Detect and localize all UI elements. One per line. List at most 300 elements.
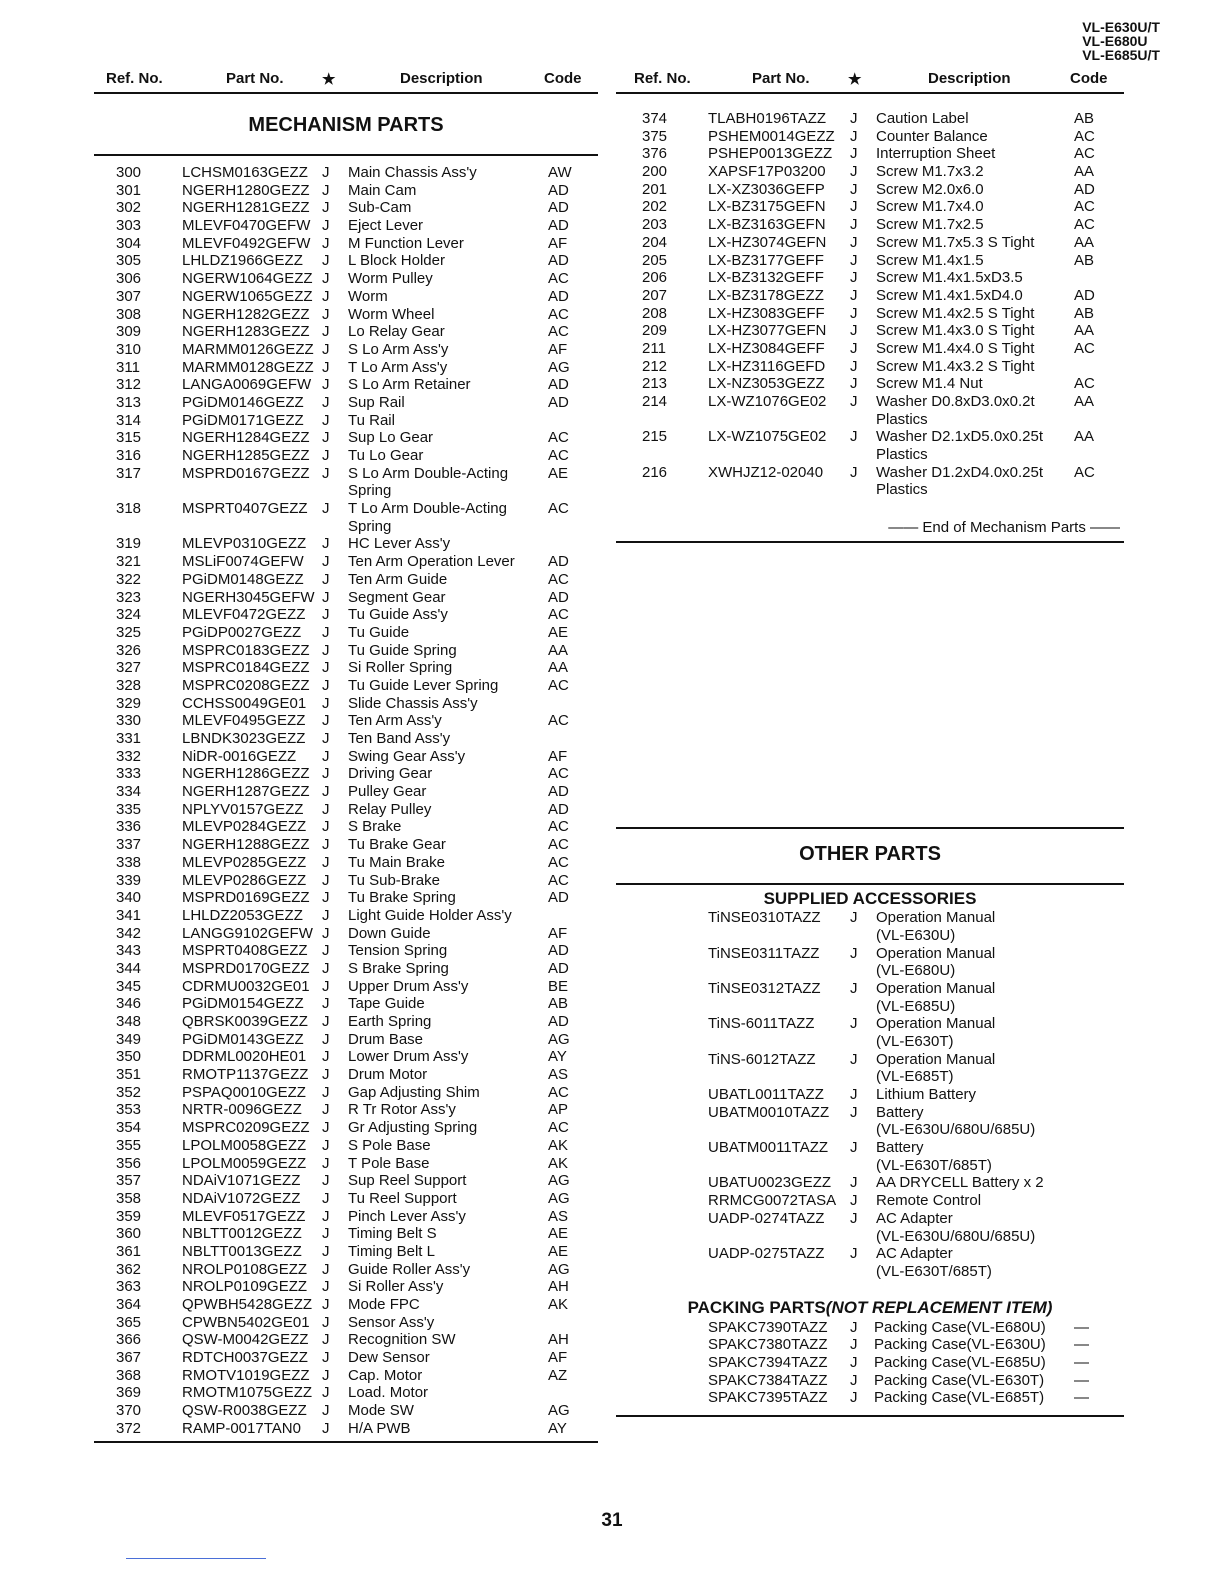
description: Si Roller Spring (348, 659, 453, 677)
part-no: PSHEM0014GEZZ (708, 127, 835, 145)
description: Light Guide Holder Ass'y (348, 906, 512, 924)
column-header (94, 68, 598, 94)
description: Ten Arm Guide (348, 570, 448, 588)
part-row (616, 1157, 1124, 1175)
part-mark: J (322, 323, 330, 341)
description: Eject Lever (348, 217, 424, 235)
part-row (94, 1155, 598, 1173)
code: AC (548, 712, 569, 730)
left-column (94, 68, 598, 1443)
description: Relay Pulley (348, 800, 432, 818)
code: AE (548, 623, 569, 641)
part-row (616, 1263, 1124, 1281)
description: Caution Label (876, 110, 969, 127)
description: Plastics (876, 410, 928, 428)
part-row (616, 481, 1124, 499)
ref-no: 369 (116, 1384, 142, 1402)
part-no: NGERH1282GEZZ (182, 305, 310, 323)
part-no: MLEVP0310GEZZ (182, 535, 307, 553)
ref-no: 335 (116, 800, 142, 818)
part-mark: J (850, 1353, 858, 1371)
code: AF (548, 340, 568, 358)
part-mark: J (322, 1013, 330, 1030)
description: Slide Chassis Ass'y (348, 694, 478, 712)
part-mark: J (322, 270, 330, 288)
part-mark: J (322, 1119, 330, 1137)
part-no: UADP-0274TAZZ (708, 1209, 825, 1227)
code: AA (548, 641, 569, 659)
description: Worm Wheel (348, 305, 435, 323)
part-row (94, 182, 598, 200)
part-mark: J (322, 464, 330, 482)
code: AD (1074, 286, 1095, 304)
code: AC (548, 676, 569, 694)
part-row (616, 962, 1124, 980)
code: AB (1074, 304, 1095, 322)
part-no: RRMCG0072TASA (708, 1192, 837, 1210)
part-row (94, 818, 598, 836)
description: Interruption Sheet (876, 145, 996, 163)
packing-parts-title (616, 1297, 1124, 1319)
description: Guide Roller Ass'y (348, 1260, 471, 1278)
description: Screw M1.4x3.2 S Tight (876, 357, 1035, 375)
description: Screw M2.0x6.0 (876, 180, 984, 198)
part-row (94, 1101, 598, 1119)
description: Screw M1.4x3.0 S Tight (876, 322, 1035, 340)
part-mark: J (850, 428, 858, 446)
description: Tape Guide (348, 995, 425, 1013)
part-no: TiNS-6011TAZZ (708, 1015, 815, 1033)
ref-no: 208 (642, 304, 668, 322)
part-mark: J (850, 979, 858, 997)
ref-no: 355 (116, 1136, 142, 1154)
part-no: MLEVF0470GEFW (182, 217, 311, 235)
code: AD (548, 889, 569, 907)
ref-no: 212 (642, 357, 668, 375)
ref-no: 204 (642, 233, 668, 251)
description: Screw M1.4x1.5 (876, 251, 984, 269)
part-row (94, 518, 598, 536)
part-no: NGERH1281GEZZ (182, 199, 310, 217)
part-mark: J (322, 995, 330, 1013)
ref-no: 326 (116, 641, 142, 659)
part-row (94, 801, 598, 819)
description: Ten Band Ass'y (348, 730, 451, 747)
part-row (94, 995, 598, 1013)
part-mark: J (850, 145, 858, 163)
code: AF (548, 924, 568, 942)
description: Tension Spring (348, 942, 448, 960)
part-mark: J (322, 1384, 330, 1402)
code: AF (548, 234, 568, 252)
part-no: MLEVP0286GEZZ (182, 871, 307, 889)
packing-title-note: (NOT REPLACEMENT ITEM) (825, 1297, 1053, 1317)
description: (VL-E630T/685T) (876, 1262, 992, 1280)
part-no: NBLTT0013GEZZ (182, 1242, 302, 1260)
part-row (94, 907, 598, 925)
part-no: NGERH1288GEZZ (182, 836, 310, 854)
part-no: LX-XZ3036GEFP (708, 180, 825, 198)
description: Tu Brake Gear (348, 836, 446, 854)
part-row (94, 376, 598, 394)
code: AC (1074, 463, 1095, 481)
ref-no: 306 (116, 270, 142, 288)
ref-no: 346 (116, 995, 142, 1013)
code: AG (548, 1189, 570, 1207)
description: Screw M1.4 Nut (876, 375, 983, 393)
code: AC (548, 1119, 569, 1137)
part-no: NiDR-0016GEZZ (182, 747, 297, 765)
part-no: LPOLM0059GEZZ (182, 1154, 307, 1172)
ref-no: 310 (116, 340, 142, 358)
part-no: MSPRD0167GEZZ (182, 464, 310, 482)
ref-no: 338 (116, 853, 142, 871)
ref-no: 342 (116, 924, 142, 942)
part-mark: J (322, 942, 330, 960)
part-mark: J (850, 1209, 858, 1227)
part-no: RMOTM1075GEZZ (182, 1384, 313, 1402)
code: AC (1074, 339, 1095, 357)
part-mark: J (322, 783, 330, 801)
part-mark: J (322, 217, 330, 235)
description: Upper Drum Ass'y (348, 977, 469, 995)
part-no: LX-WZ1076GE02 (708, 393, 827, 410)
part-no: LHLDZ1966GEZZ (182, 252, 303, 270)
description: Operation Manual (876, 909, 996, 927)
part-no: MSPRC0208GEZZ (182, 676, 310, 694)
part-row (616, 980, 1124, 998)
part-mark: J (850, 1245, 858, 1263)
description: Pinch Lever Ass'y (348, 1207, 466, 1225)
description: T Lo Arm Double-Acting (348, 500, 507, 518)
description: Spring (348, 482, 392, 500)
part-row (616, 998, 1124, 1016)
code: AS (548, 1207, 569, 1225)
code: AC (548, 429, 569, 447)
ref-no: 327 (116, 659, 142, 677)
description: Tu Main Brake (348, 853, 445, 871)
ref-no: 211 (642, 339, 666, 357)
part-no: NGERW1065GEZZ (182, 287, 313, 305)
part-row (94, 323, 598, 341)
part-mark: J (850, 909, 858, 927)
description: (VL-E680U) (876, 962, 956, 980)
ref-no: 372 (116, 1419, 142, 1437)
part-row (94, 1137, 598, 1155)
part-row (94, 659, 598, 677)
part-mark: J (322, 447, 330, 464)
part-mark: J (322, 553, 330, 571)
ref-no: 328 (116, 676, 142, 694)
part-row (94, 217, 598, 235)
code: AC (548, 305, 569, 323)
ref-no: 354 (116, 1119, 142, 1137)
description: Tu Guide Spring (348, 641, 457, 659)
description: Timing Belt S (348, 1225, 437, 1243)
part-mark: J (850, 1015, 858, 1033)
description: Swing Gear Ass'y (348, 747, 466, 765)
part-no: SPAKC7390TAZZ (708, 1318, 828, 1336)
part-row (94, 1420, 598, 1438)
ref-no: 201 (642, 180, 668, 198)
part-row (616, 446, 1124, 464)
part-no: PSHEP0013GEZZ (708, 145, 833, 163)
part-no: MLEVF0495GEZZ (182, 712, 306, 730)
part-no: LX-BZ3178GEZZ (708, 286, 824, 304)
part-mark: J (322, 1048, 330, 1066)
part-row (616, 287, 1124, 305)
code: AD (548, 942, 569, 960)
part-mark: J (850, 180, 858, 198)
part-row (616, 163, 1124, 181)
ref-no: 216 (642, 463, 668, 481)
part-row (616, 1174, 1124, 1192)
part-row (94, 1367, 598, 1385)
part-mark: J (322, 712, 330, 730)
part-row (616, 1086, 1124, 1104)
description: AC Adapter (876, 1209, 953, 1227)
code: AG (548, 1172, 570, 1190)
part-row (94, 306, 598, 324)
part-no: NRTR-0096GEZZ (182, 1101, 302, 1119)
description: (VL-E630U/680U/685U) (876, 1121, 1036, 1139)
ref-no: 202 (642, 198, 668, 216)
ref-no: 366 (116, 1331, 142, 1349)
part-mark: J (322, 924, 330, 942)
part-row (616, 1354, 1124, 1372)
header-desc: Description (928, 70, 1011, 87)
part-no: SPAKC7384TAZZ (708, 1371, 828, 1389)
code: AC (1074, 198, 1095, 216)
part-row (616, 198, 1124, 216)
part-row (94, 1225, 598, 1243)
right-column (616, 68, 1124, 1417)
part-row (616, 1372, 1124, 1390)
part-no: QBRSK0039GEZZ (182, 1013, 308, 1030)
code: AC (1074, 216, 1095, 234)
part-no: NPLYV0157GEZZ (182, 800, 304, 818)
part-no: MLEVF0472GEZZ (182, 606, 306, 624)
ref-no: 361 (116, 1242, 142, 1260)
part-mark: J (322, 588, 330, 606)
description: T Lo Arm Ass'y (348, 358, 448, 376)
description: S Brake (348, 818, 402, 836)
part-row (616, 358, 1124, 376)
description: Packing Case(VL-E685U) (874, 1353, 1046, 1371)
part-mark: J (322, 747, 330, 765)
code: AA (1074, 428, 1095, 446)
ref-no: 308 (116, 305, 142, 323)
description: Earth Spring (348, 1013, 432, 1030)
part-row (616, 1336, 1124, 1354)
description: Drum Base (348, 1030, 424, 1048)
description: Cap. Motor (348, 1366, 423, 1384)
part-no: NDAiV1072GEZZ (182, 1189, 301, 1207)
part-mark: J (850, 1389, 858, 1407)
part-no: UBATU0023GEZZ (708, 1174, 832, 1192)
ref-no: 214 (642, 393, 668, 410)
description: (VL-E685U) (876, 997, 956, 1015)
part-mark: J (850, 375, 858, 393)
part-mark: J (322, 340, 330, 358)
end-of-mechanism-parts: —— End of Mechanism Parts —— (888, 519, 1120, 537)
part-no: LANGG9102GEFW (182, 924, 313, 942)
part-mark: J (850, 339, 858, 357)
description: Screw M1.4x1.5xD3.5 (876, 269, 1023, 287)
ref-no: 343 (116, 942, 142, 960)
part-row (94, 854, 598, 872)
part-no: CCHSS0049GE01 (182, 694, 307, 712)
part-mark: J (850, 269, 858, 287)
part-no: UADP-0275TAZZ (708, 1245, 825, 1263)
part-row (616, 393, 1124, 411)
part-no: LX-NZ3053GEZZ (708, 375, 825, 393)
part-mark: J (322, 358, 330, 376)
code: AE (548, 464, 569, 482)
description: Plastics (876, 481, 928, 499)
description: Lithium Battery (876, 1086, 977, 1103)
code: AE (548, 1225, 569, 1243)
part-mark: J (322, 659, 330, 677)
part-row (616, 1245, 1124, 1263)
description: Sup Rail (348, 393, 405, 411)
code: AD (548, 217, 569, 235)
part-no: LBNDK3023GEZZ (182, 730, 306, 747)
part-no: XAPSF17P03200 (708, 163, 826, 181)
description: Packing Case(VL-E630T) (874, 1371, 1045, 1389)
description: Down Guide (348, 924, 431, 942)
ref-no: 323 (116, 588, 142, 606)
description: Gap Adjusting Shim (348, 1083, 480, 1101)
part-no: XWHJZ12-02040 (708, 463, 824, 481)
code: AZ (548, 1366, 568, 1384)
code: AH (548, 1331, 569, 1349)
part-row (616, 428, 1124, 446)
part-row (94, 482, 598, 500)
part-row (94, 1013, 598, 1031)
description: Remote Control (876, 1192, 982, 1210)
code: AD (548, 376, 569, 394)
part-no: QPWBH5428GEZZ (182, 1296, 313, 1313)
code: AC (548, 818, 569, 836)
part-row (94, 500, 598, 518)
part-no: RAMP-0017TAN0 (182, 1419, 301, 1437)
part-row (94, 712, 598, 730)
ref-no: 325 (116, 623, 142, 641)
part-row (616, 464, 1124, 482)
part-no: MSPRT0408GEZZ (182, 942, 308, 960)
part-mark: J (322, 694, 330, 712)
part-no: TiNS-6012TAZZ (708, 1050, 816, 1068)
part-row (94, 1243, 598, 1261)
part-mark: J (322, 606, 330, 624)
ref-no: 357 (116, 1172, 142, 1190)
part-no: SPAKC7380TAZZ (708, 1336, 828, 1354)
part-row (94, 606, 598, 624)
code: AC (548, 270, 569, 288)
code: AD (1074, 180, 1095, 198)
description: Ten Arm Operation Lever (348, 553, 515, 571)
part-mark: J (322, 853, 330, 871)
part-mark: J (850, 1336, 858, 1354)
other-parts-title: OTHER PARTS (799, 843, 941, 866)
code: AK (548, 1154, 569, 1172)
part-row (94, 1084, 598, 1102)
description: Tu Sub-Brake (348, 871, 440, 889)
description: Sup Reel Support (348, 1172, 467, 1190)
part-mark: J (322, 1136, 330, 1154)
part-mark: J (322, 1419, 330, 1437)
part-row (616, 927, 1124, 945)
code: — (1074, 1371, 1089, 1389)
part-no: MLEVF0517GEZZ (182, 1207, 306, 1225)
part-no: CPWBN5402GE01 (182, 1313, 310, 1331)
ref-no: 333 (116, 765, 142, 783)
part-no: RMOTP1137GEZZ (182, 1066, 309, 1084)
part-row (94, 1048, 598, 1066)
part-mark: J (850, 198, 858, 216)
header-star: ★ (848, 71, 862, 88)
code: AG (548, 1402, 570, 1420)
description: Screw M1.4x1.5xD4.0 (876, 286, 1023, 304)
divider (616, 883, 1124, 885)
header-star: ★ (322, 71, 336, 88)
part-mark: J (322, 181, 330, 199)
part-row (94, 589, 598, 607)
part-row (94, 235, 598, 253)
ref-no: 301 (116, 181, 142, 199)
part-row (94, 341, 598, 359)
packing-list (616, 1319, 1124, 1407)
code: AE (548, 1242, 569, 1260)
description: Spring (348, 517, 392, 535)
description: Packing Case(VL-E685T) (874, 1389, 1045, 1407)
ref-no: 352 (116, 1083, 142, 1101)
part-mark: J (322, 1066, 330, 1084)
part-mark: J (322, 1402, 330, 1420)
part-row (94, 765, 598, 783)
part-row (94, 164, 598, 182)
part-mark: J (850, 304, 858, 322)
mechanism-parts-list-right (616, 110, 1124, 499)
code: AY (548, 1048, 567, 1066)
description: (VL-E630U/680U/685U) (876, 1227, 1036, 1245)
part-row (94, 535, 598, 553)
ref-no: 332 (116, 747, 142, 765)
code: AH (548, 1278, 569, 1296)
part-no: PGiDM0148GEZZ (182, 570, 304, 588)
part-mark: J (322, 1260, 330, 1278)
description: Counter Balance (876, 127, 988, 145)
part-mark: J (322, 1083, 330, 1101)
part-no: LX-HZ3077GEFN (708, 322, 827, 340)
part-row (94, 1261, 598, 1279)
description: Load. Motor (348, 1384, 429, 1402)
code: AD (548, 783, 569, 801)
part-row (94, 252, 598, 270)
description: Mode SW (348, 1402, 414, 1420)
description: Washer D0.8xD3.0x0.2t (876, 393, 1035, 410)
ref-no: 359 (116, 1207, 142, 1225)
code: AC (548, 606, 569, 624)
part-no: LX-BZ3132GEFF (708, 269, 824, 287)
part-row (94, 288, 598, 306)
ref-no: 353 (116, 1101, 142, 1119)
part-row (94, 359, 598, 377)
part-row (616, 909, 1124, 927)
part-mark: J (322, 393, 330, 411)
part-no: MLEVP0285GEZZ (182, 853, 307, 871)
